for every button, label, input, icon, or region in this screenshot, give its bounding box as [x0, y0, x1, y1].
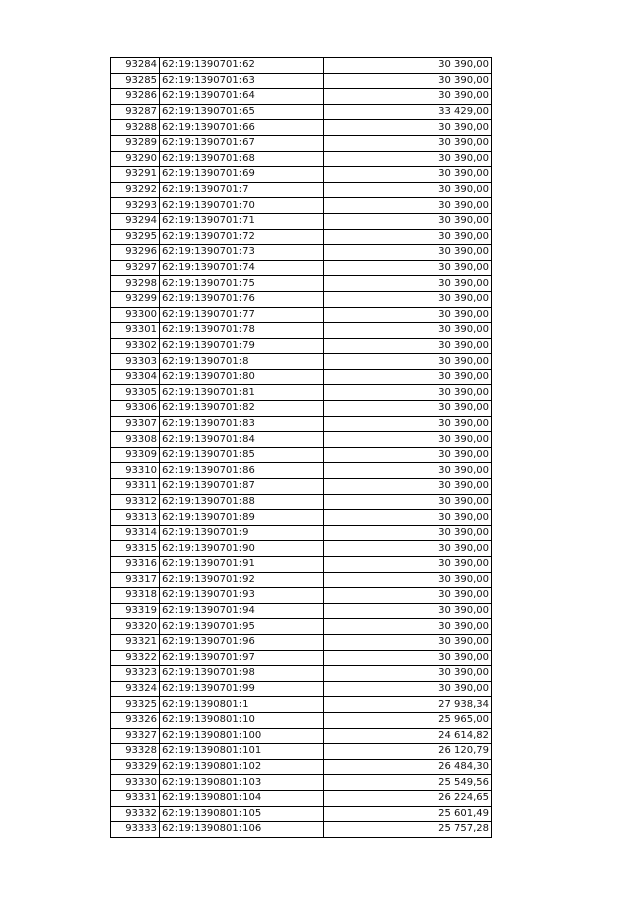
table-row [111, 416, 492, 432]
row-number-cell: 93292 [111, 182, 160, 198]
table-body [111, 58, 492, 838]
cadastral-number-cell: 62:19:1390701:8 [160, 354, 324, 370]
table-row [111, 759, 492, 775]
data-table [110, 57, 492, 838]
value-cell: 30 390,00 [324, 557, 492, 573]
value-cell: 30 390,00 [324, 369, 492, 385]
table-row [111, 712, 492, 728]
cadastral-number-cell: 62:19:1390701:92 [160, 572, 324, 588]
value-cell: 30 390,00 [324, 416, 492, 432]
value-cell: 26 484,30 [324, 759, 492, 775]
cadastral-number-cell: 62:19:1390801:106 [160, 822, 324, 838]
cadastral-number-cell: 62:19:1390701:66 [160, 120, 324, 136]
table-row [111, 58, 492, 74]
table-row [111, 276, 492, 292]
cadastral-number-cell: 62:19:1390801:1 [160, 697, 324, 713]
cadastral-number-cell: 62:19:1390701:67 [160, 135, 324, 151]
table-row [111, 73, 492, 89]
cadastral-number-cell: 62:19:1390801:102 [160, 759, 324, 775]
value-cell: 30 390,00 [324, 681, 492, 697]
table-row [111, 541, 492, 557]
value-cell: 25 549,56 [324, 775, 492, 791]
row-number-cell: 93329 [111, 759, 160, 775]
row-number-cell: 93324 [111, 681, 160, 697]
table-row [111, 775, 492, 791]
row-number-cell: 93286 [111, 89, 160, 105]
row-number-cell: 93294 [111, 213, 160, 229]
row-number-cell: 93310 [111, 463, 160, 479]
cadastral-number-cell: 62:19:1390801:100 [160, 728, 324, 744]
row-number-cell: 93313 [111, 510, 160, 526]
cadastral-number-cell: 62:19:1390701:74 [160, 260, 324, 276]
cadastral-number-cell: 62:19:1390701:95 [160, 619, 324, 635]
cadastral-number-cell: 62:19:1390701:78 [160, 323, 324, 339]
row-number-cell: 93300 [111, 307, 160, 323]
cadastral-number-cell: 62:19:1390701:96 [160, 634, 324, 650]
value-cell: 33 429,00 [324, 104, 492, 120]
row-number-cell: 93309 [111, 447, 160, 463]
cadastral-number-cell: 62:19:1390701:80 [160, 369, 324, 385]
value-cell: 30 390,00 [324, 401, 492, 417]
value-cell: 30 390,00 [324, 323, 492, 339]
table-row [111, 260, 492, 276]
row-number-cell: 93306 [111, 401, 160, 417]
value-cell: 25 965,00 [324, 712, 492, 728]
value-cell: 25 601,49 [324, 806, 492, 822]
value-cell: 30 390,00 [324, 541, 492, 557]
value-cell: 30 390,00 [324, 135, 492, 151]
value-cell: 30 390,00 [324, 603, 492, 619]
cadastral-number-cell: 62:19:1390801:105 [160, 806, 324, 822]
cadastral-number-cell: 62:19:1390801:10 [160, 712, 324, 728]
row-number-cell: 93328 [111, 744, 160, 760]
value-cell: 30 390,00 [324, 619, 492, 635]
row-number-cell: 93325 [111, 697, 160, 713]
table-row [111, 198, 492, 214]
row-number-cell: 93314 [111, 525, 160, 541]
cadastral-number-cell: 62:19:1390701:62 [160, 58, 324, 74]
row-number-cell: 93308 [111, 432, 160, 448]
cadastral-number-cell: 62:19:1390701:89 [160, 510, 324, 526]
table-row [111, 151, 492, 167]
cadastral-number-cell: 62:19:1390701:82 [160, 401, 324, 417]
table-row [111, 120, 492, 136]
table-row [111, 338, 492, 354]
value-cell: 30 390,00 [324, 182, 492, 198]
row-number-cell: 93322 [111, 650, 160, 666]
table-row [111, 89, 492, 105]
table-row [111, 447, 492, 463]
row-number-cell: 93318 [111, 588, 160, 604]
value-cell: 30 390,00 [324, 151, 492, 167]
cadastral-number-cell: 62:19:1390701:73 [160, 245, 324, 261]
table-row [111, 790, 492, 806]
row-number-cell: 93321 [111, 634, 160, 650]
value-cell: 30 390,00 [324, 572, 492, 588]
table-row [111, 432, 492, 448]
table-row [111, 213, 492, 229]
value-cell: 30 390,00 [324, 463, 492, 479]
row-number-cell: 93333 [111, 822, 160, 838]
value-cell: 30 390,00 [324, 73, 492, 89]
row-number-cell: 93302 [111, 338, 160, 354]
row-number-cell: 93284 [111, 58, 160, 74]
value-cell: 30 390,00 [324, 291, 492, 307]
value-cell: 30 390,00 [324, 276, 492, 292]
cadastral-number-cell: 62:19:1390701:86 [160, 463, 324, 479]
row-number-cell: 93307 [111, 416, 160, 432]
table-row [111, 650, 492, 666]
cadastral-number-cell: 62:19:1390701:85 [160, 447, 324, 463]
table-row [111, 666, 492, 682]
value-cell: 30 390,00 [324, 525, 492, 541]
row-number-cell: 93303 [111, 354, 160, 370]
value-cell: 30 390,00 [324, 479, 492, 495]
table-row [111, 401, 492, 417]
value-cell: 30 390,00 [324, 354, 492, 370]
value-cell: 30 390,00 [324, 198, 492, 214]
cadastral-number-cell: 62:19:1390701:90 [160, 541, 324, 557]
table-row [111, 307, 492, 323]
cadastral-number-cell: 62:19:1390701:91 [160, 557, 324, 573]
table-row [111, 369, 492, 385]
row-number-cell: 93332 [111, 806, 160, 822]
table-row [111, 744, 492, 760]
row-number-cell: 93290 [111, 151, 160, 167]
table-row [111, 619, 492, 635]
row-number-cell: 93323 [111, 666, 160, 682]
cadastral-number-cell: 62:19:1390701:97 [160, 650, 324, 666]
row-number-cell: 93301 [111, 323, 160, 339]
value-cell: 30 390,00 [324, 260, 492, 276]
table-row [111, 822, 492, 838]
cadastral-number-cell: 62:19:1390701:98 [160, 666, 324, 682]
table-row [111, 291, 492, 307]
cadastral-number-cell: 62:19:1390801:104 [160, 790, 324, 806]
cadastral-number-cell: 62:19:1390701:9 [160, 525, 324, 541]
value-cell: 30 390,00 [324, 120, 492, 136]
value-cell: 27 938,34 [324, 697, 492, 713]
cadastral-number-cell: 62:19:1390701:63 [160, 73, 324, 89]
cadastral-number-cell: 62:19:1390701:83 [160, 416, 324, 432]
value-cell: 30 390,00 [324, 213, 492, 229]
cadastral-number-cell: 62:19:1390701:75 [160, 276, 324, 292]
row-number-cell: 93305 [111, 385, 160, 401]
value-cell: 25 757,28 [324, 822, 492, 838]
table-row [111, 479, 492, 495]
cadastral-number-cell: 62:19:1390701:71 [160, 213, 324, 229]
value-cell: 30 390,00 [324, 245, 492, 261]
row-number-cell: 93311 [111, 479, 160, 495]
table-row [111, 167, 492, 183]
table-row [111, 588, 492, 604]
row-number-cell: 93291 [111, 167, 160, 183]
cadastral-number-cell: 62:19:1390701:68 [160, 151, 324, 167]
table-row [111, 229, 492, 245]
value-cell: 30 390,00 [324, 432, 492, 448]
table-row [111, 572, 492, 588]
row-number-cell: 93304 [111, 369, 160, 385]
table-row [111, 463, 492, 479]
table-row [111, 525, 492, 541]
value-cell: 26 120,79 [324, 744, 492, 760]
table-row [111, 728, 492, 744]
value-cell: 24 614,82 [324, 728, 492, 744]
cadastral-number-cell: 62:19:1390701:70 [160, 198, 324, 214]
cadastral-number-cell: 62:19:1390701:79 [160, 338, 324, 354]
row-number-cell: 93326 [111, 712, 160, 728]
cadastral-number-cell: 62:19:1390801:101 [160, 744, 324, 760]
cadastral-number-cell: 62:19:1390701:76 [160, 291, 324, 307]
cadastral-number-cell: 62:19:1390801:103 [160, 775, 324, 791]
row-number-cell: 93298 [111, 276, 160, 292]
table-row [111, 135, 492, 151]
table-row [111, 182, 492, 198]
row-number-cell: 93288 [111, 120, 160, 136]
row-number-cell: 93296 [111, 245, 160, 261]
value-cell: 26 224,65 [324, 790, 492, 806]
value-cell: 30 390,00 [324, 89, 492, 105]
value-cell: 30 390,00 [324, 385, 492, 401]
table-row [111, 385, 492, 401]
value-cell: 30 390,00 [324, 650, 492, 666]
row-number-cell: 93331 [111, 790, 160, 806]
cadastral-number-cell: 62:19:1390701:93 [160, 588, 324, 604]
cadastral-number-cell: 62:19:1390701:94 [160, 603, 324, 619]
row-number-cell: 93312 [111, 494, 160, 510]
cadastral-number-cell: 62:19:1390701:84 [160, 432, 324, 448]
value-cell: 30 390,00 [324, 229, 492, 245]
table-row [111, 681, 492, 697]
table-row [111, 104, 492, 120]
table-row [111, 603, 492, 619]
value-cell: 30 390,00 [324, 307, 492, 323]
value-cell: 30 390,00 [324, 494, 492, 510]
row-number-cell: 93327 [111, 728, 160, 744]
cadastral-number-cell: 62:19:1390701:99 [160, 681, 324, 697]
table-row [111, 557, 492, 573]
cadastral-number-cell: 62:19:1390701:87 [160, 479, 324, 495]
table-row [111, 806, 492, 822]
cadastral-number-cell: 62:19:1390701:69 [160, 167, 324, 183]
value-cell: 30 390,00 [324, 167, 492, 183]
cadastral-number-cell: 62:19:1390701:72 [160, 229, 324, 245]
row-number-cell: 93330 [111, 775, 160, 791]
table-row [111, 697, 492, 713]
cadastral-number-cell: 62:19:1390701:65 [160, 104, 324, 120]
row-number-cell: 93297 [111, 260, 160, 276]
row-number-cell: 93319 [111, 603, 160, 619]
row-number-cell: 93289 [111, 135, 160, 151]
table-row [111, 494, 492, 510]
cadastral-number-cell: 62:19:1390701:81 [160, 385, 324, 401]
table-row [111, 510, 492, 526]
value-cell: 30 390,00 [324, 510, 492, 526]
table-row [111, 323, 492, 339]
row-number-cell: 93285 [111, 73, 160, 89]
table-row [111, 245, 492, 261]
value-cell: 30 390,00 [324, 447, 492, 463]
row-number-cell: 93317 [111, 572, 160, 588]
value-cell: 30 390,00 [324, 338, 492, 354]
row-number-cell: 93315 [111, 541, 160, 557]
cadastral-number-cell: 62:19:1390701:64 [160, 89, 324, 105]
row-number-cell: 93320 [111, 619, 160, 635]
row-number-cell: 93316 [111, 557, 160, 573]
row-number-cell: 93295 [111, 229, 160, 245]
row-number-cell: 93293 [111, 198, 160, 214]
table-row [111, 634, 492, 650]
cadastral-number-cell: 62:19:1390701:7 [160, 182, 324, 198]
cadastral-number-cell: 62:19:1390701:88 [160, 494, 324, 510]
value-cell: 30 390,00 [324, 588, 492, 604]
value-cell: 30 390,00 [324, 634, 492, 650]
table-row [111, 354, 492, 370]
row-number-cell: 93299 [111, 291, 160, 307]
value-cell: 30 390,00 [324, 58, 492, 74]
cadastral-number-cell: 62:19:1390701:77 [160, 307, 324, 323]
row-number-cell: 93287 [111, 104, 160, 120]
value-cell: 30 390,00 [324, 666, 492, 682]
